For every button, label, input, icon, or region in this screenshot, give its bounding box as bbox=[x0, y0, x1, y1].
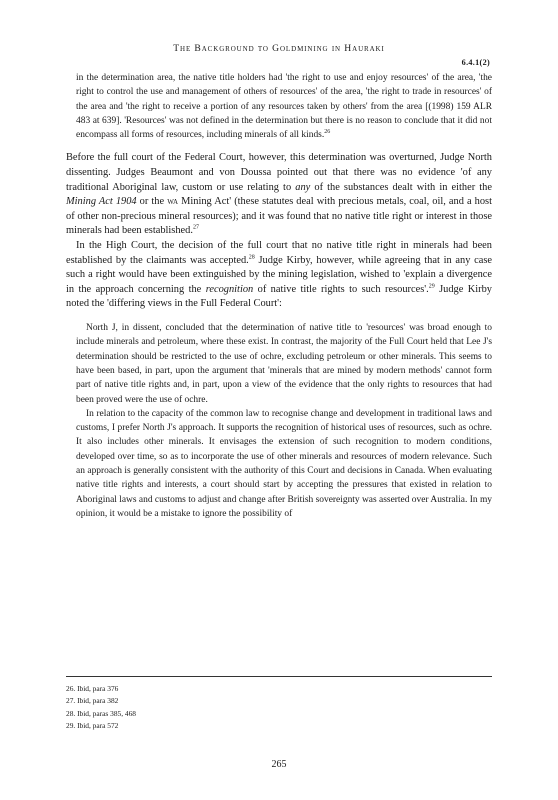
body-text bbox=[66, 71, 492, 521]
footnote-29: 29. Ibid, para 572 bbox=[66, 721, 119, 731]
footnote-ref-27[interactable]: 27 bbox=[192, 224, 199, 231]
footnote-ref-26[interactable]: 26 bbox=[324, 129, 331, 136]
footnote-ref-28[interactable]: 28 bbox=[248, 254, 255, 261]
footnote-rule bbox=[66, 676, 492, 677]
footnote-28: 28. Ibid, paras 385, 468 bbox=[66, 708, 136, 718]
quote-1-text: in the determination area, the native title holders had 'the right to use and enjoy resources' of the area, 'the right to control the use and management of others of resources' of the area, 'the right to trade in resources' of the area and 'the right to receive a portion of any resources taken by others' from the area [(1998) 159 ALR 483 at 639]. 'Resources' was not defined in the determination but there is no reason to conclude that it did not encompass all forms of resources, including minerals of all kinds. bbox=[76, 73, 492, 141]
footnote-27: 27. Ibid, para 382 bbox=[66, 696, 119, 706]
block-quote-2: North J, in dissent, concluded that the determination of native title to 'resources' was broad enough to include minerals and petroleum, where these exist. In contrast, the majority of the Full Court held that Lee J's determination should be restricted to the use of ochre, excluding petroleum or other minerals. This seems to have been based, in part, upon the argument that 'minerals that are mined by modern methods' cannot form part of native title rights and, in part, upon a view of the evidence that the only rights to resources that had been proved were the use of ochre. bbox=[76, 323, 492, 405]
footnotes bbox=[66, 683, 492, 733]
footnote-26: 26. Ibid, para 376 bbox=[66, 684, 119, 693]
section-number: 6.4.1(2) bbox=[461, 58, 490, 67]
paragraph-2: In the High Court, the decision of the full court that no native title right in minerals had been established by the claimants was accepted.$^{28}$ Judge Kirby, however, while agreeing that in any case such a right would have been extinguished by the mining legislation, wished to 'explain a divergence in the approach concerning the recognition of native title rights to such resources'.$^{29}$ Judge Kirby noted the 'differing views in the Full Federal Court': bbox=[66, 240, 492, 310]
block-quote-1 bbox=[66, 71, 492, 142]
paragraph-1: Before the full court of the Federal Court, however, this determination was overturned, Judge North dissenting. Judges Beaumont and von Doussa pointed out that there was no evidence 'of any traditional Aboriginal law, custom or use relating to any of the substances dealt with in either the Mining Act 1904 or the wa Mining Act' (these statutes deal with precious metals, coal, oil, and a host of other non-precious mineral resources); and it was found that no native title right or interest in those minerals had been established.$^{27}$ bbox=[66, 152, 492, 237]
block-quote-3: In relation to the capacity of the common law to recognise change and development in traditional laws and customs, I prefer North J's approach. It supports the recognition of historical uses of resources, such as ochre. It also includes other minerals. It envisages the extension of such recognition to modern conditions, developed over time, so as to incorporate the use of other minerals and resources of modern relevance. Such an approach is generally consistent with the authority of this Court and decisions in Canada. When evaluating native title rights and interests, a court should start by accepting the pressures that existed in relation to Aboriginal laws and customs to adjust and change after British sovereignty was asserted over Australia. In my opinion, it would be a mistake to ignore the possibility of bbox=[76, 408, 492, 519]
page-number: 265 bbox=[271, 759, 287, 770]
footnote-ref-29[interactable]: 29 bbox=[428, 283, 435, 290]
running-head: The Background to Goldmining in Hauraki bbox=[173, 43, 385, 54]
